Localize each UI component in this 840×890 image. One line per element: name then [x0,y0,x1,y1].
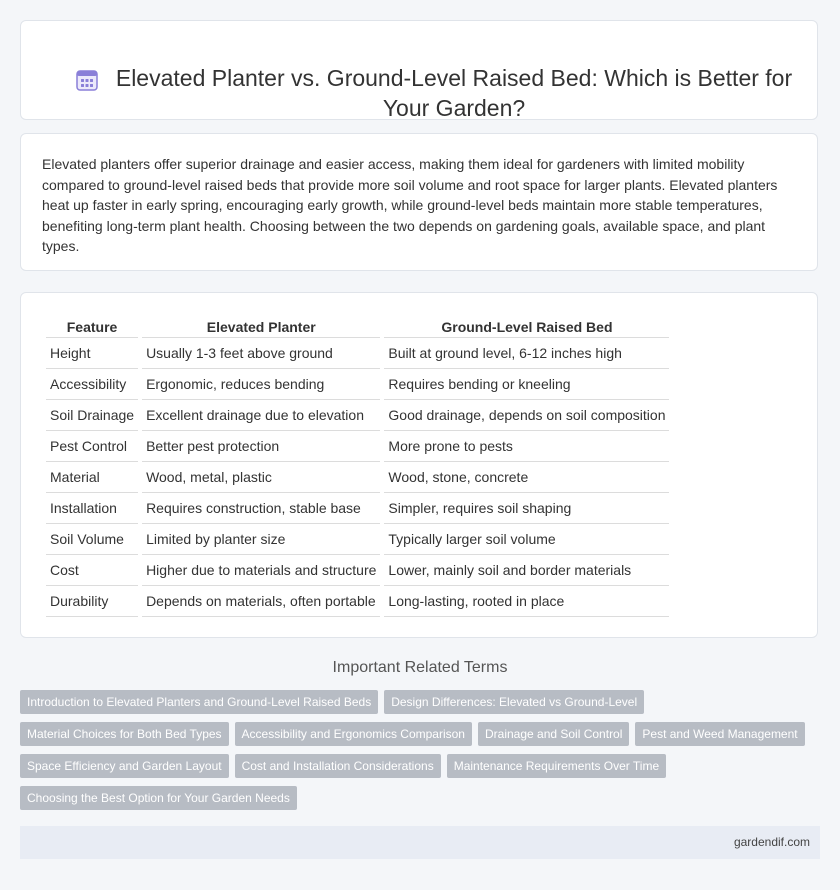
row-ground: Simpler, requires soil shaping [384,493,669,524]
related-term-tag[interactable]: Accessibility and Ergonomics Comparison [235,722,472,746]
row-ground: Built at ground level, 6-12 inches high [384,338,669,369]
row-elevated: Excellent drainage due to elevation [142,400,380,431]
page-title: Elevated Planter vs. Ground-Level Raised Bed: Which is Better for Your Garden? [115,65,793,121]
row-feature: Accessibility [46,369,138,400]
row-feature: Soil Drainage [46,400,138,431]
related-term-tag[interactable]: Cost and Installation Considerations [235,754,441,778]
row-elevated: Better pest protection [142,431,380,462]
table-header-row [46,316,669,338]
calendar-icon [75,68,99,92]
table-row [46,524,669,555]
table-row [46,493,669,524]
related-term-tag[interactable]: Material Choices for Both Bed Types [20,722,229,746]
table-row [46,555,669,586]
footer-bar [20,826,820,859]
header-ground-level-bed: Ground-Level Raised Bed [384,316,669,338]
header-elevated-planter: Elevated Planter [142,316,380,338]
row-elevated: Higher due to materials and structure [142,555,380,586]
table-row [46,400,669,431]
related-terms-heading: Important Related Terms [332,659,508,676]
row-feature: Soil Volume [46,524,138,555]
row-ground: Typically larger soil volume [384,524,669,555]
row-ground: Wood, stone, concrete [384,462,669,493]
table-row [46,338,669,369]
related-term-tag[interactable]: Choosing the Best Option for Your Garden Needs [20,786,297,810]
related-term-tag[interactable]: Drainage and Soil Control [478,722,629,746]
table-row [46,369,669,400]
related-terms-list [20,690,820,810]
title-card [20,20,818,120]
row-feature: Cost [46,555,138,586]
comparison-table [42,316,673,617]
row-feature: Material [46,462,138,493]
row-elevated: Usually 1-3 feet above ground [142,338,380,369]
related-term-tag[interactable]: Design Differences: Elevated vs Ground-Level [384,690,644,714]
row-elevated: Limited by planter size [142,524,380,555]
related-term-tag[interactable]: Introduction to Elevated Planters and Ground-Level Raised Beds [20,690,378,714]
summary-paragraph: Elevated planters offer superior drainage and easier access, making them ideal for gardeners with limited mobility compared to ground-level raised beds that provide more soil volume and root space for larger plants. Elevated planters heat up faster in early spring, encouraging early growth, while ground-level beds maintain more stable temperatures, benefiting long-term plant health. Choosing between the two depends on gardening goals, available space, and plant types. [42,156,778,254]
row-elevated: Ergonomic, reduces bending [142,369,380,400]
row-ground: Lower, mainly soil and border materials [384,555,669,586]
row-ground: More prone to pests [384,431,669,462]
row-feature: Installation [46,493,138,524]
row-ground: Long-lasting, rooted in place [384,586,669,617]
related-term-tag[interactable]: Pest and Weed Management [635,722,804,746]
row-feature: Pest Control [46,431,138,462]
table-row [46,586,669,617]
table-row [46,431,669,462]
row-feature: Height [46,338,138,369]
row-ground: Good drainage, depends on soil composition [384,400,669,431]
related-term-tag[interactable]: Space Efficiency and Garden Layout [20,754,229,778]
table-row [46,462,669,493]
comparison-table-card [20,292,818,638]
header-feature: Feature [46,316,138,338]
footer-site-link[interactable]: gardendif.com [733,835,810,849]
row-ground: Requires bending or kneeling [384,369,669,400]
row-elevated: Wood, metal, plastic [142,462,380,493]
row-elevated: Requires construction, stable base [142,493,380,524]
row-feature: Durability [46,586,138,617]
summary-card [20,133,818,271]
row-elevated: Depends on materials, often portable [142,586,380,617]
related-term-tag[interactable]: Maintenance Requirements Over Time [447,754,666,778]
